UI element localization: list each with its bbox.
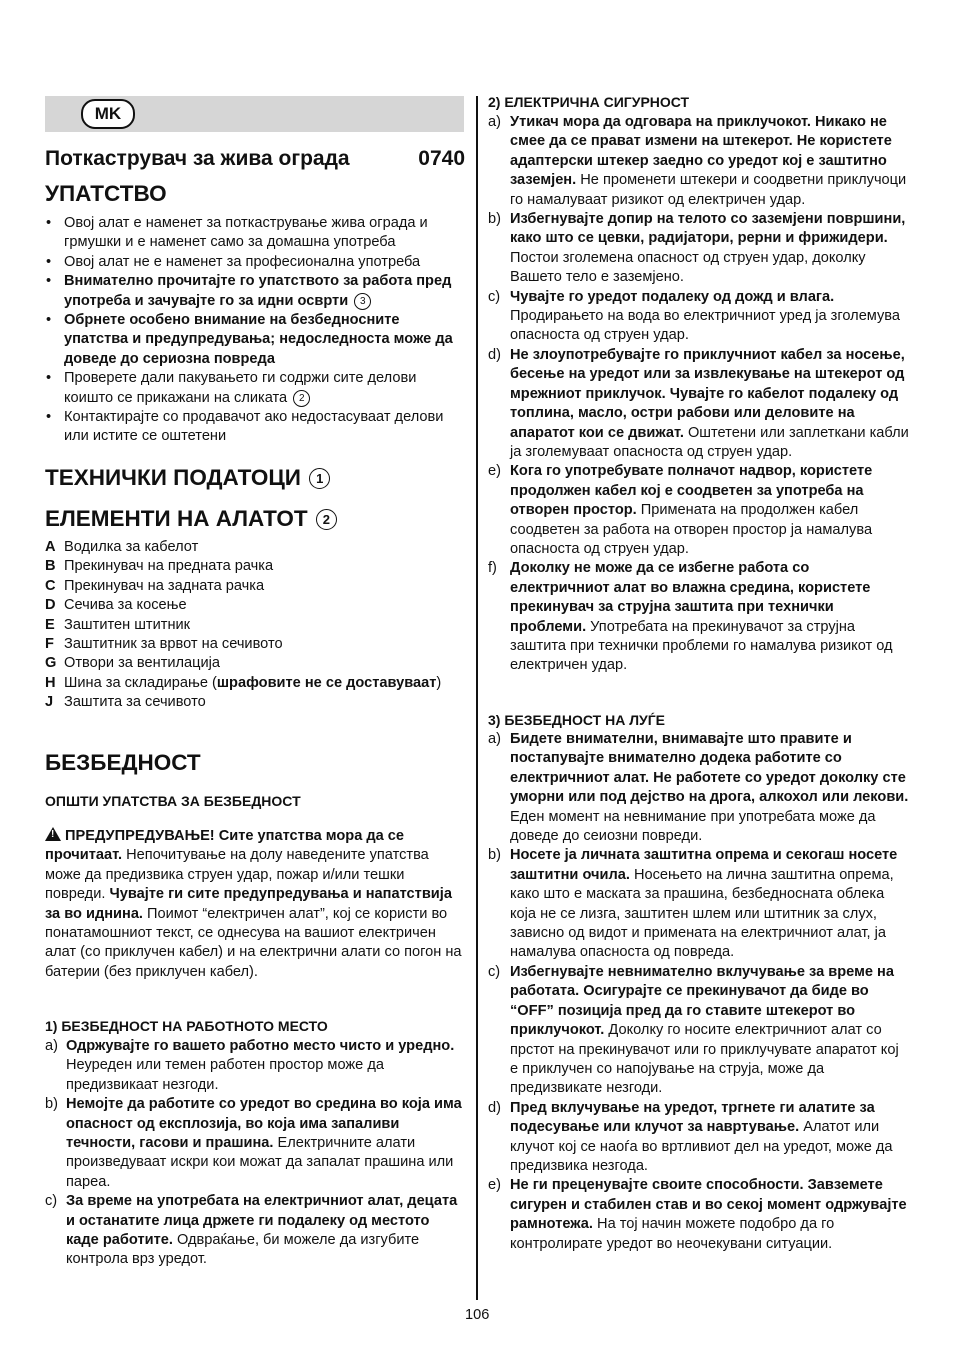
language-badge: MK — [81, 99, 135, 129]
list-item — [45, 272, 465, 311]
item-bold-text: Не ги преценувајте своите способности. Завземете сигурен и стабилен став и во секој момент одржувајте рамнотежа. — [510, 1177, 907, 1233]
element-key: F — [45, 636, 54, 653]
element-label: Прекинувач на задната рачка — [64, 577, 265, 594]
element-item — [45, 616, 465, 635]
instructions-list — [45, 214, 465, 447]
safety-item — [488, 559, 910, 675]
bullet-text: Контактирајте со продавачот ако недостасуваат делови или истите се оштетени — [64, 409, 444, 445]
element-item — [45, 693, 465, 712]
item-bold-text: Кога го употребувате полначот надвор, користете продолжен кабел кој е соодветен за употреба на отворен простор. — [510, 463, 873, 519]
item-text: Постои зголемена опасност од струен удар, доколку Вашето тело е заземјено. — [510, 249, 866, 286]
element-item — [45, 635, 465, 654]
safety-item — [488, 113, 910, 210]
safety-item — [488, 1099, 910, 1177]
column-divider — [476, 96, 478, 1300]
safety-item — [488, 963, 910, 1099]
item-letter: a) — [488, 114, 501, 130]
item-bold-text: За време на употребата на електричниот алат, децата и останатите лица држете ги подалеку од местото каде работите. — [66, 1193, 458, 1249]
page-number: 106 — [465, 1307, 490, 1323]
item-bold-text: Избегнувајте допир на телото со заземјени површини, како што се цевки, радијатори, рерни и фрижидери. — [510, 211, 906, 247]
item-bold-text: Чувајте го уредот подалеку од дожд и влага. — [510, 288, 835, 305]
item-bold-text: Пред вклучување на уредот, тргнете ги алатите за подесување или клучот за навртување. — [510, 1099, 875, 1136]
element-key: G — [45, 655, 57, 672]
safety-item — [488, 1176, 910, 1254]
element-item — [45, 557, 465, 576]
item-bold-text: Носете ја личната заштитна опрема и секогаш носете заштитни очила. — [510, 847, 898, 883]
bullet-text: Овој алат не е наменет за професионална употреба — [64, 253, 421, 270]
item-bold-text: Одржувајте го вашето работно место чисто и уредно. — [66, 1038, 455, 1054]
figure-ref: 2 — [293, 390, 310, 407]
general-safety-text: !ПРЕДУПРЕДУВАЊЕ! Сите упатства мора да се прочитаат. Непочитување на долу наведените упатства може да предизвика струен удар, пожар и/или тешки повреди. Чувајте ги сите предупредувања и напатствија за во иднина. Поимот “електричен алат”, кој се користи во понатамошниот текст, се однесува на вашиот електричен алат (со приклучен кабел) и на електрични алати со погон на батерии (без приклучен кабел). — [45, 827, 465, 982]
item-letter: e) — [488, 463, 501, 480]
element-label: Заштитник за врвот на сечивото — [64, 636, 283, 653]
item-bold-text: Не злоупотребувајте го приклучниот кабел за носење, бесење на уредот или за извлекување на штекерот од мрежниот приклучок. Чувајте го кабелот подалеку од топлина, масло, остри рабови или деловите на апаратот кои се движат. — [510, 346, 905, 441]
item-text: Носењето на лична заштитна опрема, како што е маската за прашина, безбедносната облека која не се лизга, заштитен шлем или штитник за слух, зависно од видот и примената на електричниот алат, ја намалува опасноста од повреда. — [510, 866, 894, 961]
item-text: Не променети штекери и соодветни приклучоци го намалуваат ризикот од електричен удар. — [510, 172, 907, 208]
element-item — [45, 596, 465, 615]
item-letter: b) — [45, 1096, 58, 1113]
item-text: Неуреден или темен работен простор може да предизвикаат незгоди. — [66, 1057, 384, 1093]
product-name: Поткаструвач за жива ограда — [45, 147, 350, 170]
work-area-heading: 1) БЕЗБЕДНОСТ НА РАБОТНОТО МЕСТО — [45, 1018, 328, 1034]
product-title — [45, 146, 465, 172]
item-bold-text: Доколку не може да се избегне работа со електричниот алат во влажна средина, користете прекинувач за струјна заштита при технички проблеми. — [510, 560, 871, 635]
item-letter: c) — [488, 963, 501, 980]
list-item — [45, 369, 465, 408]
element-key: C — [45, 577, 56, 594]
item-letter: a) — [45, 1038, 58, 1054]
safety-item — [45, 1095, 465, 1192]
safety-item — [488, 730, 910, 846]
element-item — [45, 577, 465, 596]
element-key: A — [45, 539, 56, 555]
item-letter: a) — [488, 731, 501, 747]
element-item — [45, 674, 465, 693]
element-key: J — [45, 694, 54, 711]
element-label: Шина за складирање ( — [64, 674, 217, 691]
language-bar — [45, 96, 464, 132]
item-text: Примената на продолжен кабел соодветен за работа на отворен простор ја намалува опасноста од струен удар. — [510, 502, 873, 557]
safety-item — [45, 1192, 465, 1270]
heading-instructions: УПАТСТВО — [45, 181, 167, 206]
electric-safety-list — [488, 113, 910, 676]
item-text: Употребата на прекинувачот за струјна заштита при технички проблеми го намалува ризикот од електричен удар. — [510, 618, 893, 674]
personal-safety-heading: 3) БЕЗБЕДНОСТ НА ЛУЃЕ — [488, 712, 666, 728]
item-letter: b) — [488, 847, 501, 864]
bullet-text-bold: Обрнете особено внимание на безбедносните упатства и предупредувања; недоследноста може да доведе до сериозна повреда — [64, 312, 453, 367]
item-text: Оштетени или заплеткани кабли ја зголемуваат опасноста од струен удар. — [510, 424, 909, 460]
personal-safety-list — [488, 730, 910, 1254]
element-label: Сечива за косење — [64, 597, 187, 614]
element-key: H — [45, 674, 56, 691]
list-item — [45, 214, 465, 253]
safety-item — [488, 288, 910, 346]
element-label: Заштитен штитник — [64, 616, 191, 633]
list-item — [45, 311, 465, 369]
safety-item — [45, 1037, 465, 1095]
heading-safety: БЕЗБЕДНОСТ — [45, 750, 201, 775]
list-item — [45, 253, 465, 272]
item-text: На тој начин можете подобро да го контролирате уредот во неочекувани ситуации. — [510, 1216, 835, 1252]
element-key: B — [45, 558, 56, 575]
safety-item — [488, 210, 910, 288]
item-letter: f) — [488, 560, 497, 577]
item-letter: d) — [488, 346, 501, 363]
bullet-text: Овој алат е наменет за поткастрување жива ограда и грмушки и е наменет само за домашна употреба — [64, 215, 428, 251]
item-text: Алатот или клучот кој се наоѓа во вртливиот дел на уредот, може да предизвика незгода. — [510, 1119, 893, 1174]
item-bold-text: Избегнувајте невнимателно вклучување за време на работата. Осигурајте се прекинувачот да биде во “OFF” позиција пред да го ставите штекерот во приклучокот. — [510, 963, 894, 1039]
element-key: E — [45, 616, 55, 633]
elements-list — [45, 538, 465, 713]
item-letter: c) — [488, 288, 501, 305]
element-label: Прекинувач на предната рачка — [64, 558, 274, 575]
heading-tech-data: ТЕХНИЧКИ ПОДАТОЦИ 1 — [45, 464, 330, 492]
electric-safety-heading: 2) ЕЛЕКТРИЧНА СИГУРНОСТ — [488, 94, 690, 110]
element-label: Отвори за вентилација — [64, 655, 221, 672]
item-letter: d) — [488, 1099, 501, 1116]
element-item — [45, 654, 465, 673]
bullet-text-bold: Внимателно прочитајте го упатството за работа пред употреба и зачувајте го за идни осврти — [64, 273, 452, 309]
element-label-bold: шрафовите не се доставуваат — [216, 674, 437, 691]
figure-ref: 3 — [354, 293, 371, 310]
item-text: Одвраќање, би можеле да изгубите контрола врз уредот. — [66, 1232, 420, 1268]
warning-icon — [45, 827, 61, 841]
bullet-text: Проверете дали пакувањето ги содржи сите делови коишто се прикажани на сликата — [64, 370, 417, 406]
item-bold-text: Бидете внимателни, внимавајте што правите и постапувајте внимателно додека работите со електричниот алат. Не работете со уредот доколку сте уморни или под дејство на дрога, алкохол или лекови. — [510, 731, 909, 806]
list-item — [45, 408, 465, 447]
item-text: Еден момент на невнимание при употребата може да доведе до сеиозни повреди. — [510, 808, 876, 845]
element-label-end: ) — [436, 674, 442, 691]
product-code: 0740 — [418, 147, 465, 170]
safety-item — [488, 346, 910, 462]
item-letter: b) — [488, 211, 501, 228]
work-area-list — [45, 1037, 465, 1270]
element-item — [45, 538, 465, 557]
element-label: Водилка за кабелот — [64, 539, 199, 555]
item-bold-text: Утикач мора да одговара на приклучокот. Никако не смее да се прават измени на штекерот. Не користете адаптерски штекер заедно со уредот кој е заштитно заземјен. — [510, 114, 892, 189]
item-letter: e) — [488, 1177, 501, 1194]
item-text: Доколку го носите електричниот алат со прстот на прекинувачот или го приклучувате апаратот кој е приклучен со напојување на струја, може да предизвикате незгоди. — [510, 1022, 899, 1097]
safety-item — [488, 462, 910, 559]
item-letter: c) — [45, 1193, 58, 1210]
item-text: Електричните алати произведуваат искри кои можат да запалат прашина или пареа. — [66, 1135, 454, 1190]
safety-item — [488, 846, 910, 962]
heading-tool-elements: ЕЛЕМЕНТИ НА АЛАТОТ 2 — [45, 505, 337, 533]
element-key: D — [45, 597, 56, 614]
element-label: Заштита за сечивото — [64, 694, 206, 711]
figure-ref-2: 2 — [316, 509, 337, 530]
item-text: Продирањето на вода во електричниот уред ја зголемува опасноста од струен удар. — [510, 308, 901, 344]
figure-ref-1: 1 — [309, 468, 330, 489]
item-bold-text: Немојте да работите со уредот во средина во која има опасност од експлозија, во која има запаливи течности, гасови и прашина. — [66, 1096, 462, 1152]
general-safety-heading: ОПШТИ УПАТСТВА ЗА БЕЗБЕДНОСТ — [45, 793, 301, 809]
